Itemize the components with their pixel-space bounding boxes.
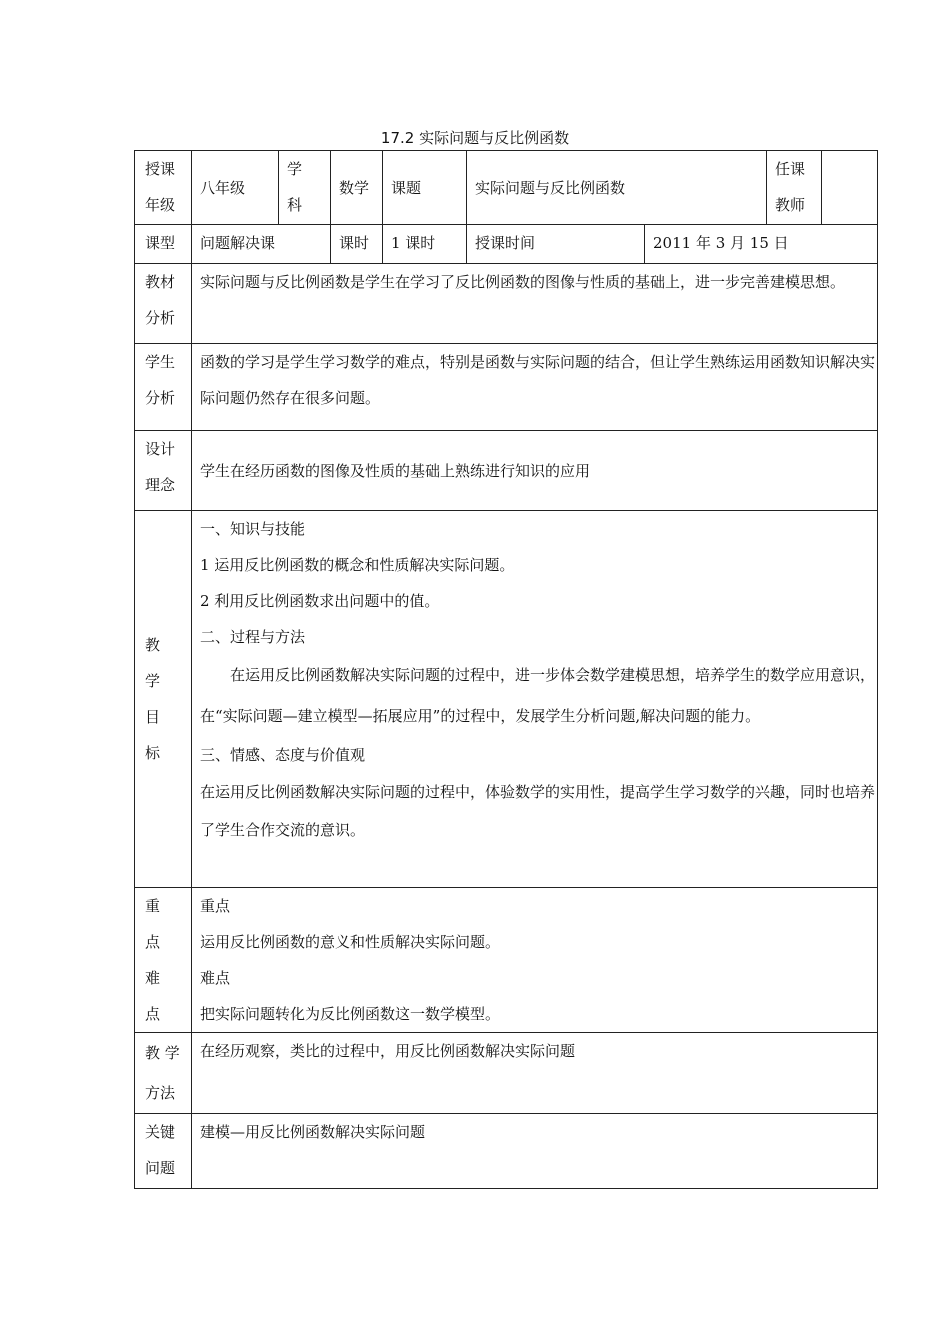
students-label: 学生 分析 bbox=[135, 344, 192, 431]
teacher-label: 任课 教师 bbox=[767, 151, 822, 225]
key-row bbox=[135, 888, 878, 1033]
header-row bbox=[135, 151, 878, 225]
method-row bbox=[135, 1033, 878, 1114]
textbook-label: 教材 分析 bbox=[135, 264, 192, 344]
topic-label: 课题 bbox=[383, 151, 467, 225]
design-label: 设计 理念 bbox=[135, 431, 192, 511]
goals-line: 在运用反比例函数解决实际问题的过程中，体验数学的实用性，提高学生学习数学的兴趣，同时也培养了学生合作交流的意识。 bbox=[200, 783, 876, 839]
textbook-row bbox=[135, 264, 878, 344]
textbook-text: 实际问题与反比例函数是学生在学习了反比例函数的图像与性质的基础上，进一步完善建模思想。 bbox=[192, 264, 878, 344]
type-label: 课型 bbox=[135, 225, 192, 264]
students-text: 函数的学习是学生学习数学的难点，特别是函数与实际问题的结合，但让学生熟练运用函数知识解决实际问题仍然存在很多问题。 bbox=[192, 344, 878, 431]
goals-line: 在运用反比例函数解决实际问题的过程中，进一步体会数学建模思想，培养学生的数学应用意识，在“实际问题—建立模型—拓展应用”的过程中，发展学生分析问题,解决问题的能力。 bbox=[200, 666, 876, 725]
design-text: 学生在经历函数的图像及性质的基础上熟练进行知识的应用 bbox=[192, 431, 878, 511]
subject-value: 数学 bbox=[331, 151, 383, 225]
time-label: 授课时间 bbox=[467, 225, 645, 264]
goals-row bbox=[135, 511, 878, 888]
key-line: 重点 bbox=[200, 897, 231, 915]
type-row bbox=[135, 225, 878, 264]
goals-line: 2 利用反比例函数求出问题中的值。 bbox=[200, 592, 440, 610]
method-label: 教 学 方法 bbox=[135, 1033, 192, 1114]
grade-label: 授课 年级 bbox=[135, 151, 192, 225]
grade-value: 八年级 bbox=[192, 151, 279, 225]
lesson-plan-table bbox=[134, 150, 878, 1189]
goals-line: 1 运用反比例函数的概念和性质解决实际问题。 bbox=[200, 556, 515, 574]
key-label: 重 点 难 点 bbox=[135, 888, 192, 1033]
goals-line: 三、情感、态度与价值观 bbox=[200, 746, 366, 764]
key-line: 把实际问题转化为反比例函数这一数学模型。 bbox=[200, 1005, 501, 1023]
hours-label: 课时 bbox=[331, 225, 383, 264]
hours-value: 1 课时 bbox=[383, 225, 467, 264]
goals-line: 一、知识与技能 bbox=[200, 520, 306, 538]
goals-line: 二、过程与方法 bbox=[200, 628, 306, 646]
method-text: 在经历观察，类比的过程中，用反比例函数解决实际问题 bbox=[192, 1033, 878, 1114]
type-value: 问题解决课 bbox=[192, 225, 331, 264]
goals-content bbox=[192, 511, 878, 888]
keyq-text: 建模—用反比例函数解决实际问题 bbox=[192, 1114, 878, 1189]
keyq-row bbox=[135, 1114, 878, 1189]
goals-label: 教 学 目 标 bbox=[135, 511, 192, 888]
key-line: 运用反比例函数的意义和性质解决实际问题。 bbox=[200, 933, 501, 951]
subject-label: 学 科 bbox=[279, 151, 331, 225]
keyq-label: 关键 问题 bbox=[135, 1114, 192, 1189]
students-row bbox=[135, 344, 878, 431]
design-row bbox=[135, 431, 878, 511]
key-content bbox=[192, 888, 878, 1033]
document-title: 17.2 实际问题与反比例函数 bbox=[380, 129, 570, 147]
topic-value: 实际问题与反比例函数 bbox=[467, 151, 767, 225]
key-line: 难点 bbox=[200, 969, 231, 987]
teacher-value bbox=[822, 151, 878, 225]
time-value: 2011 年 3 月 15 日 bbox=[645, 225, 878, 264]
